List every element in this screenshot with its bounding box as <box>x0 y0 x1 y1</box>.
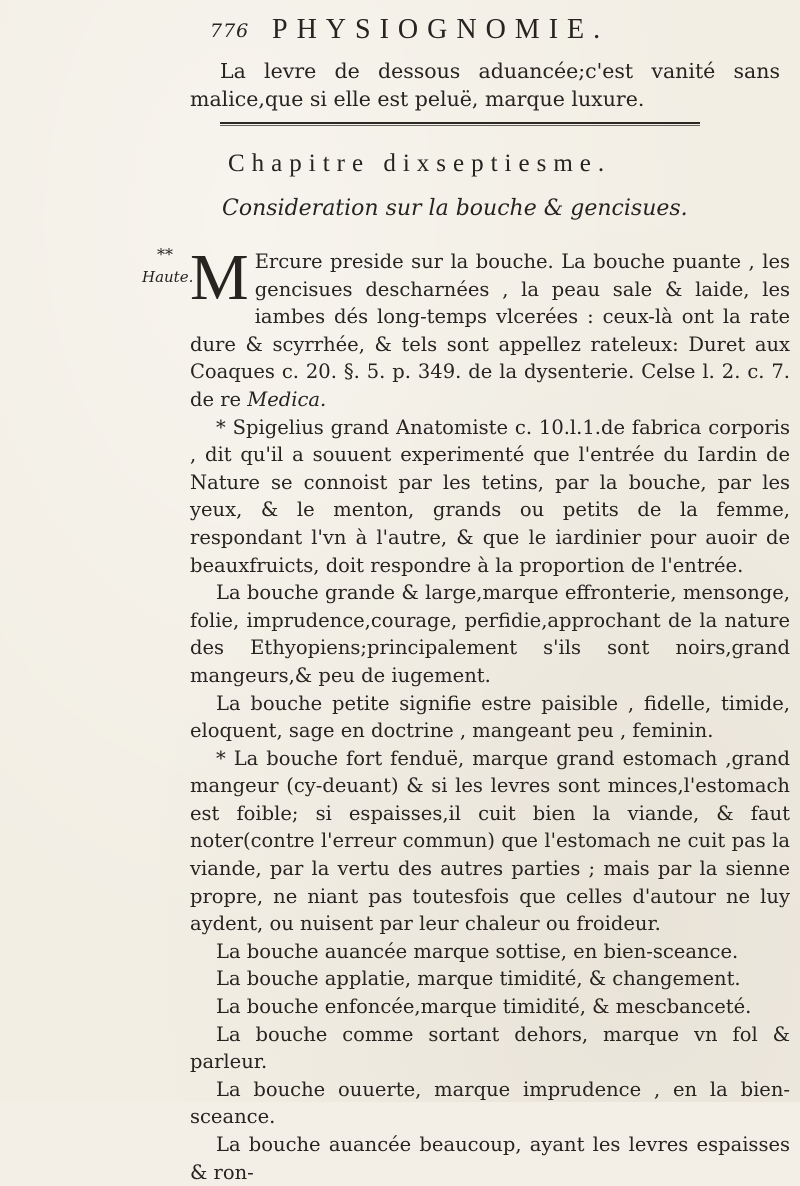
paragraph-1-text: Ercure preside sur la bouche. La bouche puante , les gencisues descharnées , la peau sale & laide, les iambes dés long-temps vlcerées : ceux-là ont la rate dure & scyrrhée, & tels sont appellez rateleux: Duret aux Coaques c. 20. §. 5. p. 349. de la dysenterie. Celse l. 2. c. 7. de re <box>190 250 790 411</box>
divider-rule-thin <box>220 125 700 126</box>
margin-note-symbol: ** <box>157 245 173 264</box>
paragraph-11: La bouche auancée beaucoup, ayant les levres espaisses & ron- <box>190 1133 790 1184</box>
drop-cap: M <box>190 241 249 314</box>
margin-note-text: Haute. <box>142 268 194 286</box>
section-divider <box>220 122 700 126</box>
paragraph-5: * La bouche fort fenduë, marque grand estomach ,grand mangeur (cy-deuant) & si les levres sont minces,l'estomach est foible; si espaisses,il cuit bien la viande, & faut noter(contre l'erreur commun) que l'estomach ne cuit pas la viande, par la vertu des autres parties ; mais par la sienne propre, ne niant pas toutesfois que celles d'autour ne luy aydent, ou nuisent par leur chaleur ou froideur. <box>190 746 790 936</box>
paragraph-4: La bouche petite signifie estre paisible , fidelle, timide, eloquent, sage en doctrine , mangeant peu , feminin. <box>190 691 790 743</box>
paragraph-1 <box>190 241 790 414</box>
divider-rule-thick <box>220 122 700 124</box>
running-head: PHYSIOGNOMIE. <box>272 14 610 45</box>
paragraph-8: La bouche enfoncée,marque timidité, & mescbanceté. <box>216 995 752 1019</box>
page-header <box>210 12 770 46</box>
top-paragraph: La levre de dessous aduancée;c'est vanité sans malice,que si elle est peluë, marque luxure. <box>190 59 780 111</box>
top-paragraph-block <box>190 58 780 113</box>
paragraph-2: * Spigelius grand Anatomiste c. 10.l.1.de fabrica corporis , dit qu'il a souuent experimenté que l'entrée du Iardin de Nature se connoist par les tetins, par la bouche, par les yeux, & le menton, grands ou petits de la femme, respondant l'vn à l'autre, & que le iardinier pour auoir de beauxfruicts, doit respondre à la proportion de l'entrée. <box>190 415 790 577</box>
paragraph-7: La bouche applatie, marque timidité, & changement. <box>216 967 741 991</box>
chapter-subtitle: Consideration sur la bouche & gencisues. <box>222 196 688 221</box>
chapter-title: Chapitre dixseptiesme. <box>228 150 612 177</box>
paragraph-1-ref: Medica. <box>247 387 327 411</box>
page-number: 776 <box>210 20 250 42</box>
margin-note <box>142 244 194 288</box>
paragraph-10: La bouche ouuerte, marque imprudence , en la bien-sceance. <box>190 1077 790 1129</box>
main-text <box>190 241 790 1186</box>
paragraph-6: La bouche auancée marque sottise, en bien-sceance. <box>216 939 739 963</box>
paragraph-9: La bouche comme sortant dehors, marque vn fol & parleur. <box>190 1022 790 1074</box>
paragraph-3: La bouche grande & large,marque effronterie, mensonge, folie, imprudence,courage, perfidie,approchant de la nature des Ethyopiens;principalement s'ils sont noirs,grand mangeurs,& peu de iugement. <box>190 581 790 687</box>
